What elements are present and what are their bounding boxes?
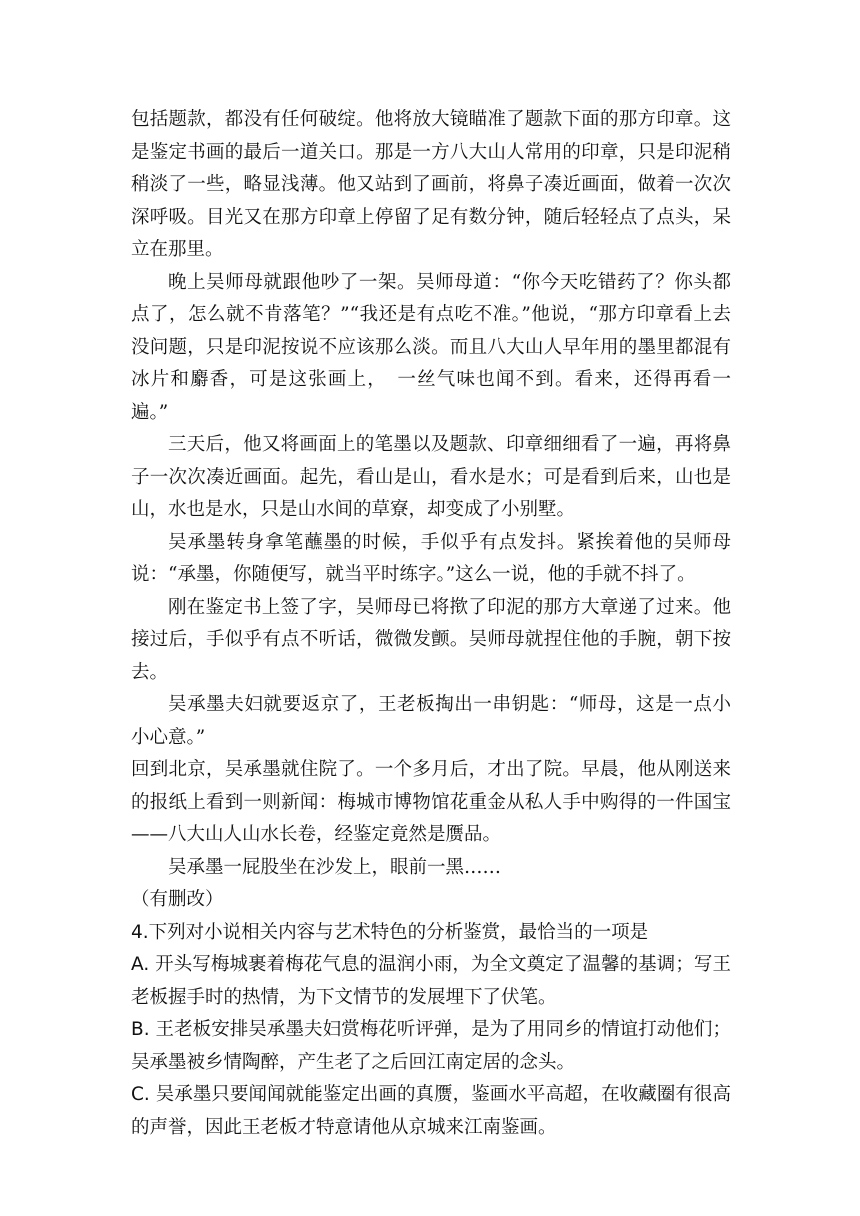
paragraph-5: 刚在鉴定书上签了字，吴师母已将揿了印泥的那方大章递了过来。他接过后，手似乎有点不听话，微微发颤。吴师母就捏住他的手腕，朝下按去。	[131, 596, 731, 683]
paragraph-6: 吴承墨夫妇就要返京了，王老板掏出一串钥匙：“师母，这是一点小小心意。”	[131, 694, 731, 748]
paragraph-1: 包括题款，都没有任何破绽。他将放大镜瞄准了题款下面的那方印章。这是鉴定书画的最后一道关口。那是一方八大山人常用的印章，只是印泥稍稍淡了一些，略显浅薄。他又站到了画前，将鼻子凑近画面，做着一次次深呼吸。目光又在那方印章上停留了足有数分钟，随后轻轻点了点头，呆立在那里。	[131, 109, 731, 260]
paragraph-4: 吴承墨转身拿笔蘸墨的时候，手似乎有点发抖。紧挨着他的吴师母说：“承墨，你随便写，就当平时练字。”这么一说，他的手就不抖了。	[131, 531, 731, 585]
option-b: B. 王老板安排吴承墨夫妇赏梅花听评弹，是为了用同乡的情谊打动他们；吴承墨被乡情陶醉，产生老了之后回江南定居的念头。	[131, 1019, 731, 1073]
paragraph-7: 回到北京，吴承墨就住院了。一个多月后，才出了院。早晨，他从刚送来的报纸上看到一则新闻：梅城市博物馆花重金从私人手中购得的一件国宝——八大山人山水长卷，经鉴定竟然是赝品。	[131, 759, 731, 845]
paragraph-2: 晚上吴师母就跟他吵了一架。吴师母道：“你今天吃错药了？你头都点了，怎么就不肯落笔？”“我还是有点吃不准。”他说，“那方印章看上去没问题，只是印泥按说不应该那么淡。而且八大山人早年用的墨里都混有冰片和麝香，可是这张画上， 一丝气味也闻不到。看来，还得再看一遍。”	[131, 271, 731, 423]
question-stem: 4.下列对小说相关内容与艺术特色的分析鉴赏，最恰当的一项是	[131, 921, 649, 943]
source-note: （有删改）	[131, 889, 224, 910]
option-a: A. 开头写梅城裹着梅花气息的温润小雨，为全文奠定了温馨的基调；写王老板握手时的热情，为下文情节的发展埋下了伏笔。	[131, 954, 731, 1008]
paragraph-3: 三天后，他又将画面上的笔墨以及题款、印章细细看了一遍，再将鼻子一次次凑近画面。起先，看山是山，看水是水；可是看到后来，山也是山，水也是水，只是山水间的草寮，却变成了小别墅。	[131, 434, 731, 520]
document-body	[131, 104, 731, 1144]
paragraph-8: 吴承墨一屁股坐在沙发上，眼前一黑……	[168, 856, 502, 878]
option-c: C. 吴承墨只要闻闻就能鉴定出画的真赝，鉴画水平高超，在收藏圈有很高的声誉，因此王老板才特意请他从京城来江南鉴画。	[131, 1084, 731, 1138]
